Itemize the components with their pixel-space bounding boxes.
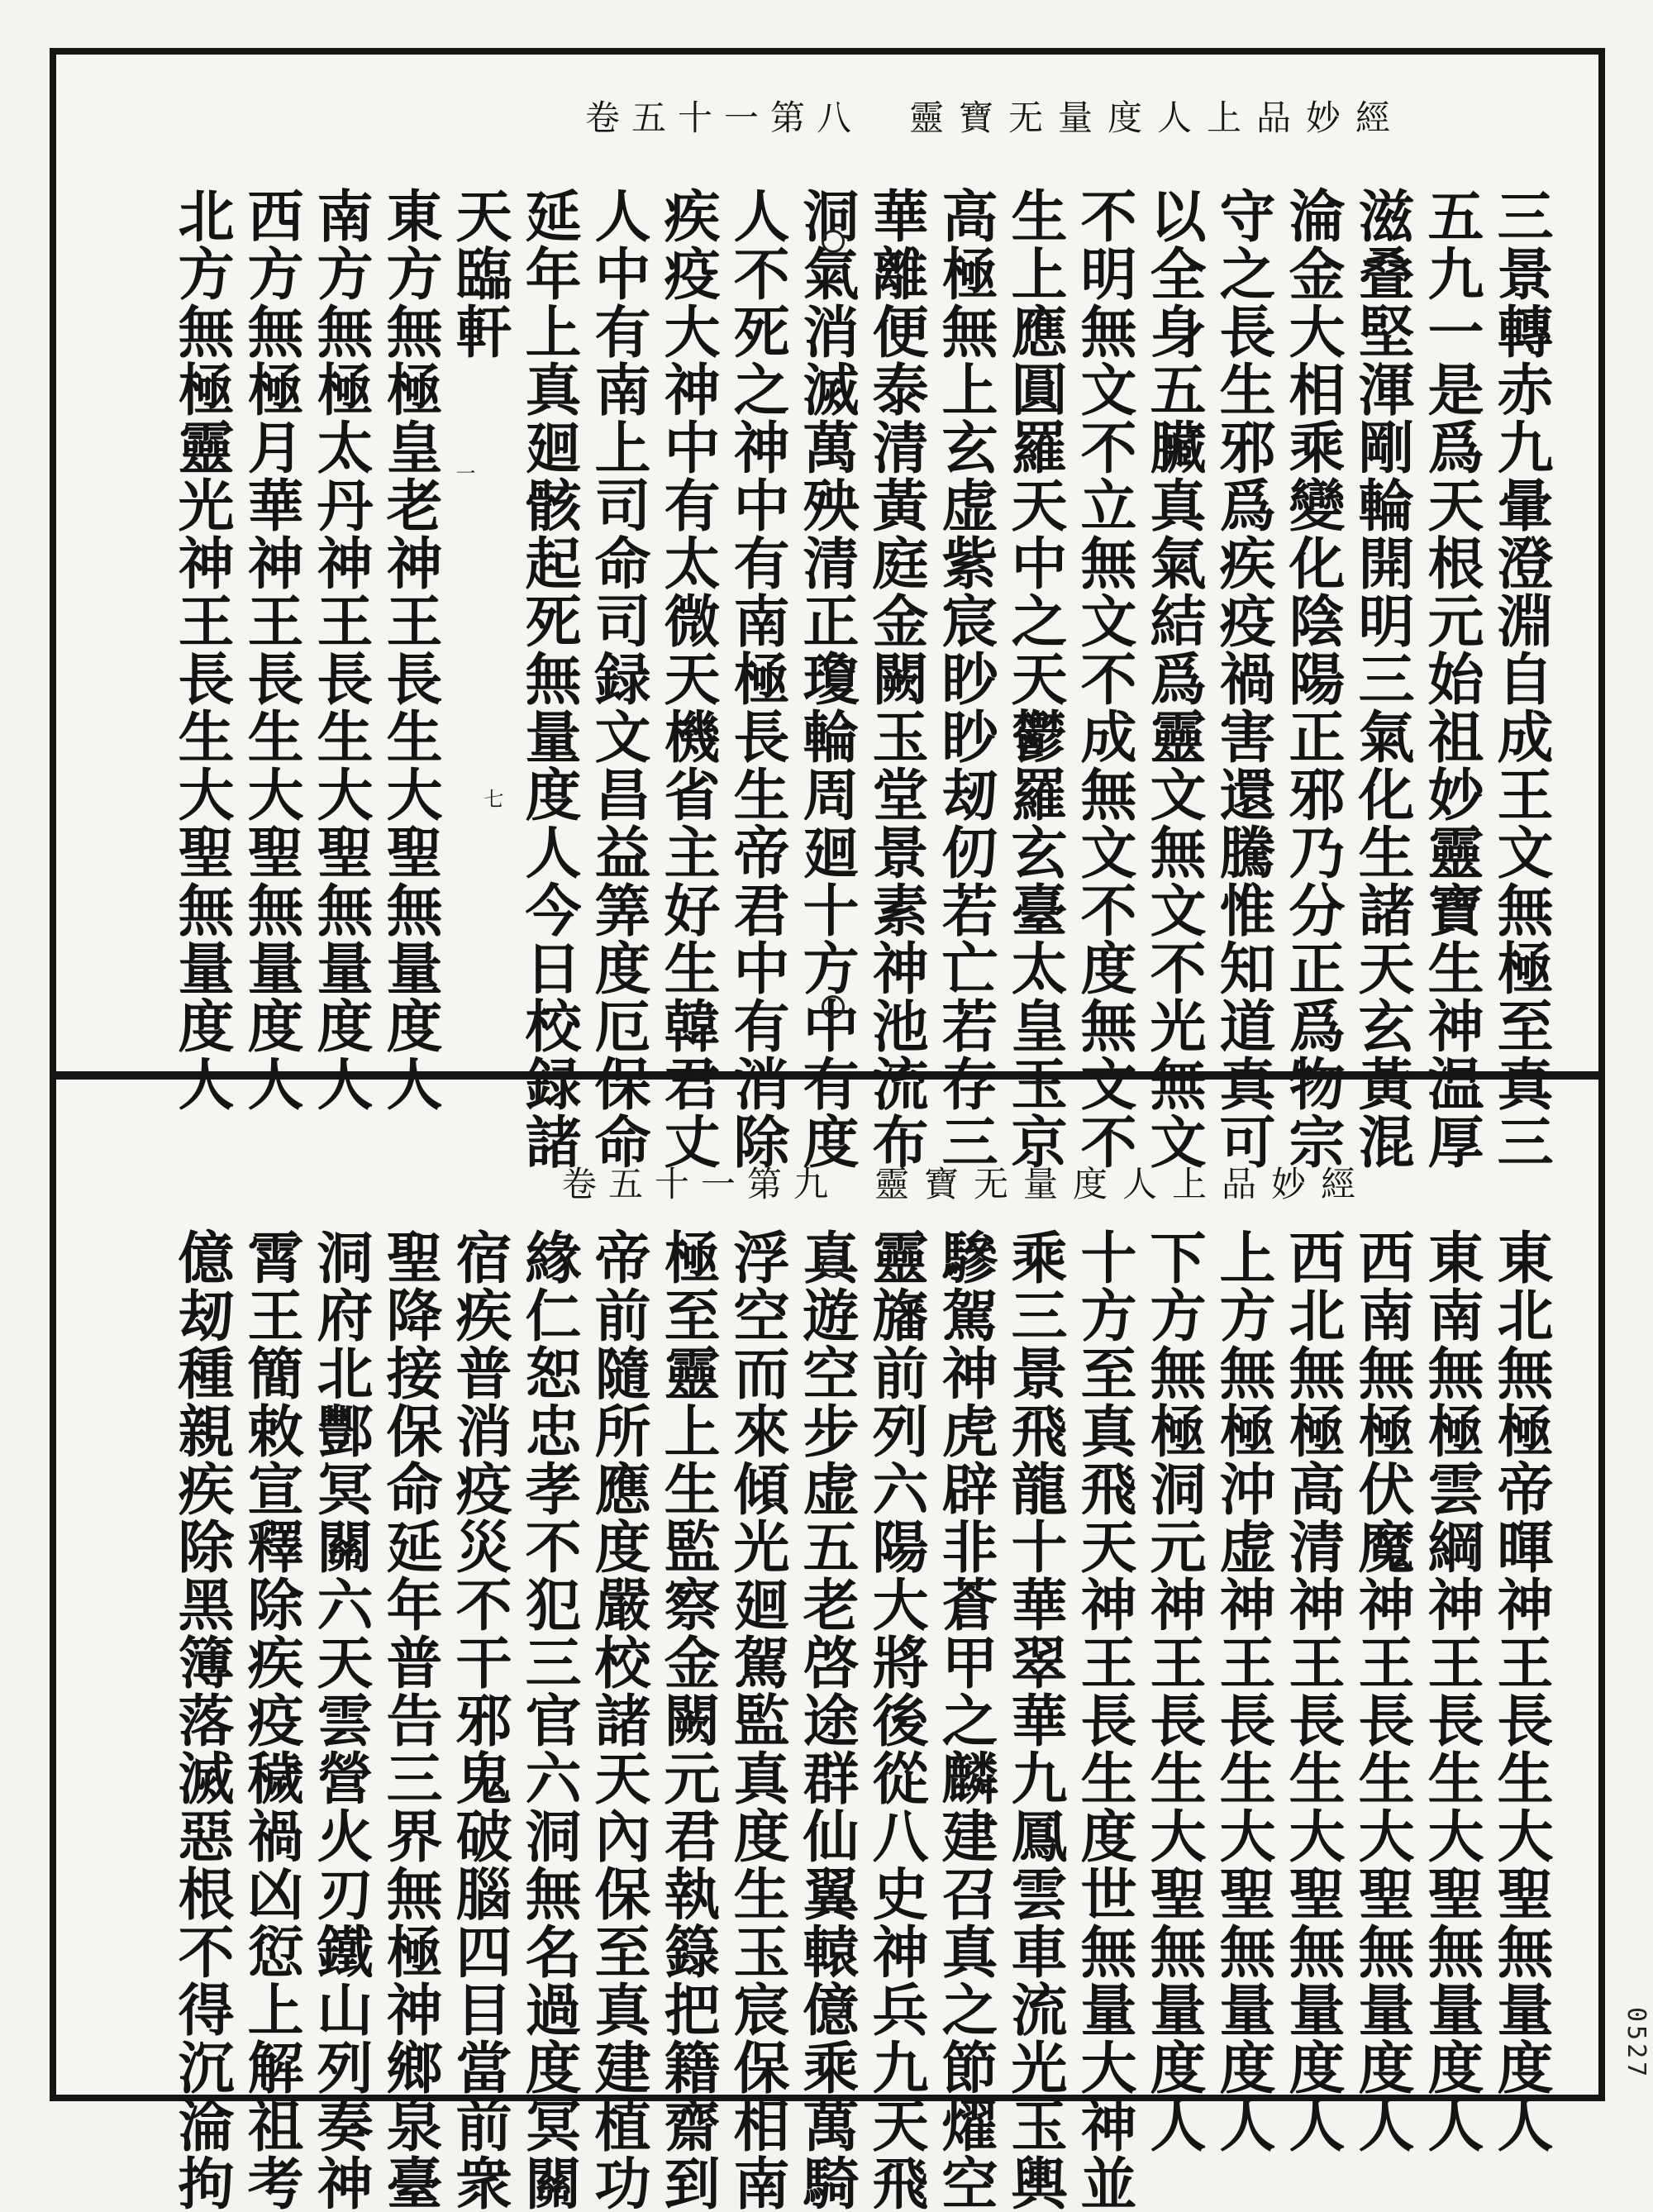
bottom-text-columns [167, 1228, 1555, 2212]
text-column: 東南無極雲綱神王長生大聖無量度人 [1418, 1228, 1484, 2154]
text-column: 人不死之神中有南極長生帝君中有消除 [724, 187, 790, 1170]
text-column: 乘三景飛龍十華翠華九鳳雲車流光玉輿 [1002, 1228, 1068, 2212]
text-column: 浮空而來傾光廻駕監真度生玉宸保相南 [724, 1228, 790, 2212]
top-header [56, 91, 1598, 141]
text-column: 三景轉赤九暈澄淵自成王文無極至真三 [1488, 187, 1554, 1170]
text-column: 極至靈上生監察金闕元君執籙把籍齋到 [655, 1228, 721, 2212]
text-column: 宿疾普消疫災不干邪鬼破腦四目當前衆 [446, 1228, 512, 2212]
text-column: 以全身五臟真氣結爲靈文無文不光無文 [1141, 187, 1207, 1170]
text-column: 南方無極太丹神王長生大聖無量度人 [307, 187, 374, 1113]
text-column: 高極無上玄虚紫宸眇眇刼仞若亡若存三 [932, 187, 998, 1170]
top-text-columns [167, 187, 1555, 1170]
text-column: 東方無極皇老神王長生大聖無量度人 [377, 187, 443, 1113]
text-column: 西北無極高清神王長生大聖無量度人 [1279, 1228, 1346, 2154]
text-column: 帝前隨所應度嚴校諸天內保至真建植功 [585, 1228, 651, 2212]
text-column: 延年上真廻骸起死無量度人今日校録諸 [516, 187, 582, 1170]
top-panel [56, 55, 1598, 1170]
top-header-title: 靈寶无量度人上品妙經 [909, 98, 1406, 138]
bottom-panel [56, 1080, 1598, 2212]
bottom-header-title: 靈寶无量度人上品妙經 [874, 1164, 1371, 1204]
text-column: 洞府北酆冥關六天雲營火刃鐵山列奏神 [307, 1228, 374, 2212]
text-column: 守之長生邪爲疾疫禍害還騰惟知道真可 [1210, 187, 1276, 1170]
circle-mark [822, 1255, 845, 1278]
text-column: 上方無極沖虚神王長生大聖無量度人 [1210, 1228, 1276, 2154]
text-column: 聖降接保命延年普告三界無極神鄉泉臺 [377, 1228, 443, 2212]
text-column: 華離便泰清黃庭金闕玉堂景素神池流布 [863, 187, 929, 1170]
small-annotation: 七 [480, 789, 503, 808]
text-column: 東北無極帝暉神王長生大聖無量度人 [1488, 1228, 1554, 2154]
circle-mark [822, 230, 845, 253]
text-column: 人中有南上司命司録文昌益筭度厄保命 [585, 187, 651, 1170]
text-column: 淪金大相乘變化陰陽正邪乃分正爲物宗 [1279, 187, 1346, 1170]
top-header-volume: 卷五十一第八 [585, 98, 864, 138]
text-column: 億刼種親疾除黑簿落滅惡根不得沉淪拘 [169, 1228, 235, 2212]
text-column: 疾疫大神中有太微天機省主好生韓君丈 [655, 187, 721, 1170]
text-column: 天臨軒 [446, 187, 512, 360]
circle-mark [822, 1995, 845, 2019]
text-column: 西方無極月華神王長生大聖無量度人 [238, 187, 304, 1113]
text-column: 洞氣消滅萬殃清正瓊輪周廻十方中有度 [793, 187, 860, 1170]
text-column: 緣仁恕忠孝不犯三官六洞無名過度冥關 [516, 1228, 582, 2212]
page-number: 0527 [1622, 2007, 1651, 2081]
text-column: 不明無文不立無文不成無文不度無文不 [1071, 187, 1137, 1170]
text-column: 十方至真飛天神王長生度世無量大神並 [1071, 1228, 1137, 2212]
bottom-header-volume: 卷五十一第九 [562, 1164, 841, 1204]
text-column: 北方無極靈光神王長生大聖無量度人 [169, 187, 235, 1113]
text-column: 西南無極伏魔神王長生大聖無量度人 [1349, 1228, 1415, 2154]
text-column: 靈旛前列六陽大將後從八史神兵九天飛 [863, 1228, 929, 2212]
small-annotation: 一 [452, 463, 475, 483]
text-column: 生上應圓羅天中之天鬱羅玄臺太皇玉京 [1002, 187, 1068, 1170]
text-column: 驂駕神虎辟非蒼甲之麟建召真之節燿空 [932, 1228, 998, 2212]
text-column: 真遊空步虚五老啓途群仙翼轅億乘萬騎 [793, 1228, 860, 2212]
text-column: 霄王簡敕宣釋除疾疫穢禍凶愆上解祖考 [238, 1228, 304, 2212]
circle-mark [822, 995, 845, 1018]
text-column: 滋叠堅渾剛輪開明三氣化生諸天玄黃混 [1349, 187, 1415, 1170]
text-column: 下方無極洞元神王長生大聖無量度人 [1141, 1228, 1207, 2154]
text-column: 五九一是爲天根元始祖妙靈寶生神温厚 [1418, 187, 1484, 1170]
bottom-header [56, 1157, 1598, 1207]
